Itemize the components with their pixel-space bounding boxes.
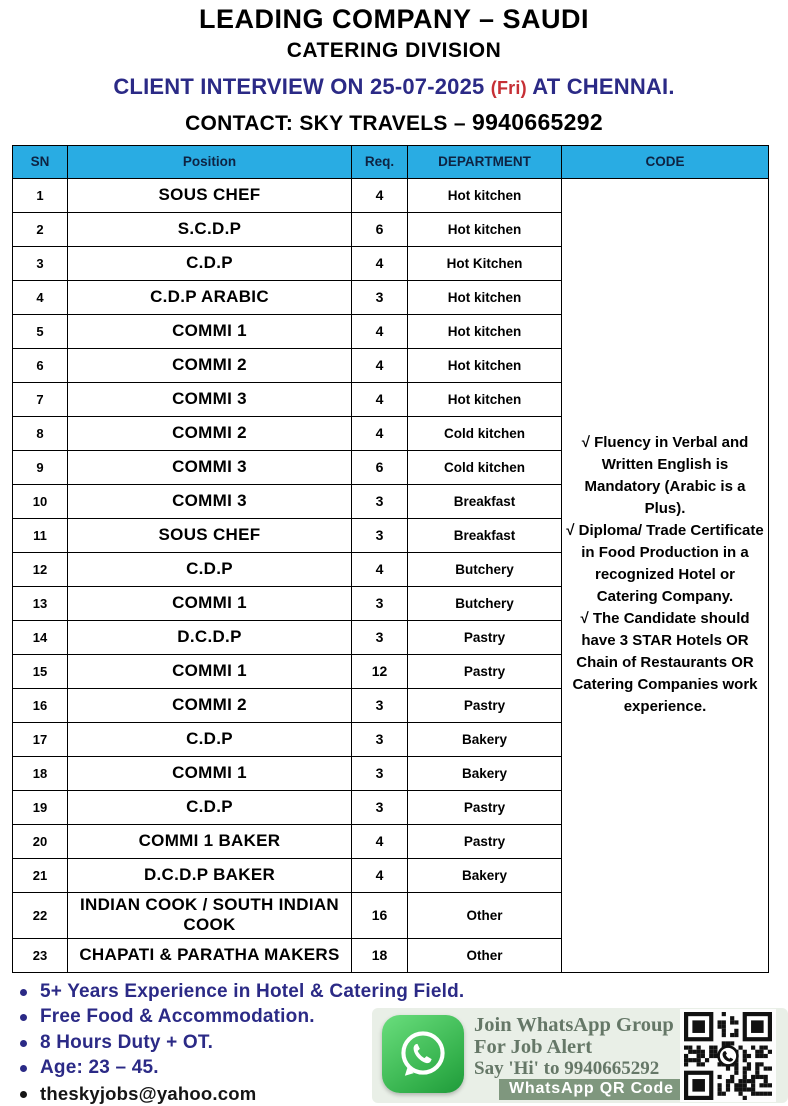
table-row xyxy=(13,178,769,212)
cell-req: 4 xyxy=(352,858,408,892)
cell-department: Bakery xyxy=(408,756,562,790)
cell-department: Hot kitchen xyxy=(408,314,562,348)
cell-sn: 23 xyxy=(13,938,68,972)
cell-sn: 3 xyxy=(13,246,68,280)
cell-department: Hot kitchen xyxy=(408,212,562,246)
cell-position: COMMI 3 xyxy=(68,484,352,518)
whatsapp-line3: Say 'Hi' to 9940665292 xyxy=(474,1058,660,1079)
cell-sn: 21 xyxy=(13,858,68,892)
contact-phone: 9940665292 xyxy=(472,108,603,135)
cell-sn: 10 xyxy=(13,484,68,518)
cell-position: COMMI 3 xyxy=(68,450,352,484)
cell-req: 3 xyxy=(352,484,408,518)
cell-req: 16 xyxy=(352,892,408,938)
cell-position: COMMI 1 BAKER xyxy=(68,824,352,858)
cell-position: COMMI 2 xyxy=(68,416,352,450)
interview-line xyxy=(0,74,788,100)
cell-req: 12 xyxy=(352,654,408,688)
cell-position: COMMI 2 xyxy=(68,688,352,722)
cell-position: COMMI 1 xyxy=(68,756,352,790)
interview-prefix: CLIENT INTERVIEW ON 25-07-2025 xyxy=(113,73,491,99)
cell-sn: 17 xyxy=(13,722,68,756)
column-header-req: Req. xyxy=(352,145,408,178)
cell-sn: 5 xyxy=(13,314,68,348)
cell-sn: 16 xyxy=(13,688,68,722)
whatsapp-banner xyxy=(372,1008,788,1103)
cell-position: C.D.P xyxy=(68,552,352,586)
whatsapp-qr-code xyxy=(680,1009,776,1102)
code-note: √ The Candidate should have 3 STAR Hotels OR Chain of Restaurants OR Catering Companies work experience. xyxy=(572,610,758,716)
cell-position: SOUS CHEF xyxy=(68,178,352,212)
cell-sn: 22 xyxy=(13,892,68,938)
page-title: LEADING COMPANY – SAUDI xyxy=(198,4,590,34)
code-notes-cell xyxy=(562,178,769,972)
cell-position: CHAPATI & PARATHA MAKERS xyxy=(68,938,352,972)
column-header-department: DEPARTMENT xyxy=(408,145,562,178)
cell-sn: 1 xyxy=(13,178,68,212)
cell-req: 3 xyxy=(352,790,408,824)
positions-table-body xyxy=(13,178,769,972)
whatsapp-icon xyxy=(382,1015,464,1093)
cell-department: Other xyxy=(408,938,562,972)
interview-suffix: AT CHENNAI. xyxy=(526,73,675,99)
column-header-position: Position xyxy=(68,145,352,178)
cell-department: Breakfast xyxy=(408,518,562,552)
cell-req: 4 xyxy=(352,824,408,858)
cell-sn: 6 xyxy=(13,348,68,382)
list-item: 8 Hours Duty + OT. xyxy=(18,1030,488,1056)
cell-department: Cold kitchen xyxy=(408,450,562,484)
page-subtitle: CATERING DIVISION xyxy=(286,38,502,62)
cell-department: Pastry xyxy=(408,688,562,722)
cell-department: Hot kitchen xyxy=(408,178,562,212)
contact-prefix: CONTACT: SKY TRAVELS – xyxy=(185,111,472,135)
cell-req: 4 xyxy=(352,246,408,280)
cell-position: C.D.P xyxy=(68,246,352,280)
whatsapp-qr-badge: WhatsApp QR Code xyxy=(499,1079,684,1100)
cell-department: Cold kitchen xyxy=(408,416,562,450)
cell-sn: 12 xyxy=(13,552,68,586)
cell-position: COMMI 1 xyxy=(68,654,352,688)
cell-sn: 15 xyxy=(13,654,68,688)
cell-sn: 7 xyxy=(13,382,68,416)
cell-sn: 2 xyxy=(13,212,68,246)
whatsapp-text xyxy=(474,1014,674,1080)
cell-sn: 14 xyxy=(13,620,68,654)
list-item: Age: 23 – 45. xyxy=(18,1055,488,1081)
flyer-header xyxy=(0,0,788,136)
cell-department: Pastry xyxy=(408,790,562,824)
cell-position: INDIAN COOK / SOUTH INDIAN COOK xyxy=(68,892,352,938)
cell-req: 6 xyxy=(352,450,408,484)
cell-position: C.D.P ARABIC xyxy=(68,280,352,314)
cell-sn: 20 xyxy=(13,824,68,858)
whatsapp-line1: Join WhatsApp Group xyxy=(474,1014,674,1036)
list-item: Free Food & Accommodation. xyxy=(18,1004,488,1030)
cell-sn: 18 xyxy=(13,756,68,790)
table-header-row xyxy=(13,145,769,178)
cell-sn: 11 xyxy=(13,518,68,552)
contact-line xyxy=(0,109,788,136)
cell-department: Breakfast xyxy=(408,484,562,518)
cell-position: COMMI 1 xyxy=(68,314,352,348)
cell-req: 6 xyxy=(352,212,408,246)
cell-sn: 13 xyxy=(13,586,68,620)
cell-req: 4 xyxy=(352,416,408,450)
cell-position: C.D.P xyxy=(68,722,352,756)
cell-req: 3 xyxy=(352,280,408,314)
cell-position: D.C.D.P xyxy=(68,620,352,654)
cell-req: 18 xyxy=(352,938,408,972)
cell-department: Hot kitchen xyxy=(408,382,562,416)
cell-req: 4 xyxy=(352,382,408,416)
code-note: √ Fluency in Verbal and Written English is Mandatory (Arabic is a Plus). xyxy=(581,434,749,518)
cell-position: COMMI 1 xyxy=(68,586,352,620)
cell-position: C.D.P xyxy=(68,790,352,824)
cell-department: Bakery xyxy=(408,722,562,756)
cell-req: 3 xyxy=(352,586,408,620)
cell-sn: 9 xyxy=(13,450,68,484)
cell-department: Pastry xyxy=(408,620,562,654)
list-item: 5+ Years Experience in Hotel & Catering Field. xyxy=(18,979,488,1005)
code-note: √ Diploma/ Trade Certificate in Food Production in a recognized Hotel or Catering Company. xyxy=(566,522,764,606)
cell-position: D.C.D.P BAKER xyxy=(68,858,352,892)
cell-position: COMMI 2 xyxy=(68,348,352,382)
cell-req: 4 xyxy=(352,348,408,382)
cell-department: Hot kitchen xyxy=(408,348,562,382)
cell-req: 4 xyxy=(352,314,408,348)
cell-req: 4 xyxy=(352,178,408,212)
cell-req: 3 xyxy=(352,688,408,722)
cell-department: Pastry xyxy=(408,654,562,688)
cell-req: 3 xyxy=(352,620,408,654)
interview-day: (Fri) xyxy=(490,77,527,98)
cell-department: Other xyxy=(408,892,562,938)
cell-position: S.C.D.P xyxy=(68,212,352,246)
cell-sn: 19 xyxy=(13,790,68,824)
cell-department: Butchery xyxy=(408,552,562,586)
cell-department: Hot Kitchen xyxy=(408,246,562,280)
cell-req: 3 xyxy=(352,518,408,552)
column-header-sn: SN xyxy=(13,145,68,178)
cell-sn: 4 xyxy=(13,280,68,314)
cell-req: 4 xyxy=(352,552,408,586)
cell-department: Butchery xyxy=(408,586,562,620)
cell-department: Hot kitchen xyxy=(408,280,562,314)
cell-position: COMMI 3 xyxy=(68,382,352,416)
cell-sn: 8 xyxy=(13,416,68,450)
cell-req: 3 xyxy=(352,722,408,756)
column-header-code: CODE xyxy=(562,145,769,178)
cell-department: Pastry xyxy=(408,824,562,858)
cell-department: Bakery xyxy=(408,858,562,892)
list-item: theskyjobs@yahoo.com xyxy=(18,1081,488,1106)
positions-table xyxy=(12,145,769,973)
cell-position: SOUS CHEF xyxy=(68,518,352,552)
cell-req: 3 xyxy=(352,756,408,790)
whatsapp-line2: For Job Alert xyxy=(474,1036,593,1058)
